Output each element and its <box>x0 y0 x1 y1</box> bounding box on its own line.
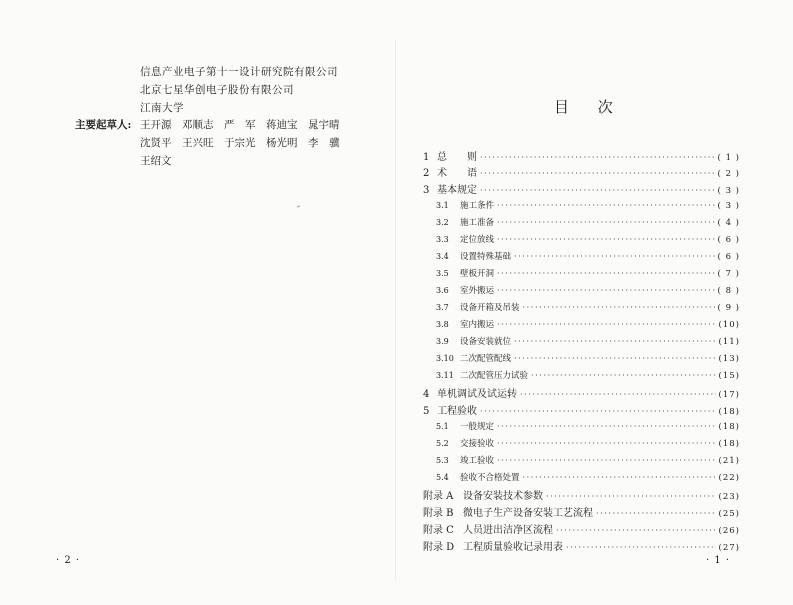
toc-leader-dots <box>497 215 715 231</box>
toc-entry-number: 3.3 <box>436 235 449 244</box>
toc-entry-4[interactable] <box>423 385 740 401</box>
organization-2: 北京七星华创电子股份有限公司 <box>140 84 294 96</box>
toc-entry-label: 竣工验收 <box>460 456 495 466</box>
toc-title: 目 次 <box>554 98 614 116</box>
toc-entry-label: 术 语 <box>437 168 477 179</box>
toc-entry-page: (13) <box>718 354 740 364</box>
toc-leader-dots <box>480 404 716 420</box>
toc-entry-page: ( 3 ) <box>717 186 740 196</box>
toc-entry-page: (10) <box>718 320 740 330</box>
toc-entry-number: 3.7 <box>436 303 449 312</box>
toc-entry-number: 4 <box>423 389 430 400</box>
toc-entry-label: 壁板开洞 <box>460 269 495 279</box>
toc-entry-3-6[interactable] <box>436 283 740 299</box>
toc-appendix-a[interactable] <box>423 487 740 503</box>
toc-leader-dots <box>497 283 715 299</box>
drafters-row-1: 王开源 邓顺志 严 军 蒋迪宝 晁宇晴 <box>140 119 340 131</box>
toc-entry-3-1[interactable] <box>436 198 740 214</box>
toc-entry-page: ( 2 ) <box>717 169 740 179</box>
toc-leader-dots <box>497 266 715 282</box>
toc-entry-label: 二次配管配线 <box>460 354 512 364</box>
toc-leader-dots <box>497 317 716 333</box>
toc-entry-page: (23) <box>718 492 740 502</box>
toc-entry-page: ( 6 ) <box>717 252 740 262</box>
toc-entry-3-10[interactable] <box>436 351 740 367</box>
toc-entry-label: 交接验收 <box>460 439 495 449</box>
scan-speck <box>297 205 300 207</box>
toc-entry-3-5[interactable] <box>436 266 740 282</box>
toc-leader-dots <box>566 540 716 556</box>
toc-entry-number: 附录 D <box>423 542 455 553</box>
toc-entry-label: 基本规定 <box>437 185 477 196</box>
toc-leader-dots <box>497 436 716 452</box>
toc-entry-number: 3.2 <box>436 218 449 227</box>
toc-leader-dots <box>497 232 715 248</box>
toc-entry-page: ( 3 ) <box>717 201 740 211</box>
toc-entry-number: 5.2 <box>436 439 449 448</box>
toc-entry-3-2[interactable] <box>436 215 740 231</box>
drafters-row-2: 沈贤平 王兴旺 于宗光 杨光明 李 骥 <box>140 137 340 149</box>
left-folio: · 2 · <box>56 555 81 566</box>
toc-entry-3-3[interactable] <box>436 232 740 248</box>
toc-entry-number: 3.6 <box>436 286 449 295</box>
toc-entry-label: 设备安装就位 <box>460 337 512 347</box>
toc-leader-dots <box>520 387 716 403</box>
toc-entry-5-1[interactable] <box>436 419 740 435</box>
toc-appendix-d[interactable] <box>423 538 740 554</box>
toc-entry-page: (25) <box>718 509 740 519</box>
organization-3: 江南大学 <box>140 102 184 114</box>
toc-entry-5[interactable] <box>423 402 740 418</box>
left-page <box>0 0 396 605</box>
toc-leader-dots <box>596 506 716 522</box>
right-folio: · 1 · <box>706 555 731 566</box>
toc-entry-label: 验收不合格处置 <box>460 473 520 483</box>
toc-leader-dots <box>523 470 716 486</box>
toc-entry-number: 3.10 <box>436 354 454 363</box>
drafters-label: 主要起草人: <box>75 119 132 131</box>
toc-entry-label: 工程验收 <box>437 406 477 417</box>
toc-entry-number: 3 <box>423 185 430 196</box>
drafters-row-3: 王绍文 <box>140 155 172 167</box>
toc-entry-5-2[interactable] <box>436 436 740 452</box>
toc-entry-label: 设备开箱及吊装 <box>460 303 520 313</box>
toc-leader-dots <box>514 351 716 367</box>
toc-appendix-b[interactable] <box>423 504 740 520</box>
toc-entry-number: 3.11 <box>436 371 454 380</box>
toc-entry-page: (21) <box>718 456 740 466</box>
toc-entry-page: (15) <box>718 371 740 381</box>
toc-leader-dots <box>497 453 716 469</box>
toc-leader-dots <box>497 419 716 435</box>
toc-entry-3[interactable] <box>423 181 740 197</box>
toc-entry-number: 5.1 <box>436 422 449 431</box>
toc-entry-page: (27) <box>718 543 740 553</box>
toc-entry-5-4[interactable] <box>436 470 740 486</box>
toc-entry-number: 1 <box>423 152 430 163</box>
toc-entry-number: 5.4 <box>436 473 449 482</box>
toc-entry-number: 3.5 <box>436 269 449 278</box>
toc-entry-number: 5 <box>423 406 430 417</box>
toc-leader-dots <box>531 368 716 384</box>
toc-entry-page: ( 9 ) <box>717 303 740 313</box>
toc-leader-dots <box>546 489 716 505</box>
toc-leader-dots <box>480 183 715 199</box>
toc-entry-3-8[interactable] <box>436 317 740 333</box>
toc-entry-number: 5.3 <box>436 456 449 465</box>
toc-entry-page: ( 8 ) <box>717 286 740 296</box>
toc-entry-3-4[interactable] <box>436 249 740 265</box>
toc-entry-3-11[interactable] <box>436 368 740 384</box>
toc-entry-number: 3.9 <box>436 337 449 346</box>
toc-entry-5-3[interactable] <box>436 453 740 469</box>
toc-entry-label: 设置特殊基础 <box>460 252 512 262</box>
toc-entry-3-9[interactable] <box>436 334 740 350</box>
toc-entry-label: 工程质量验收记录用表 <box>463 542 563 553</box>
toc-entry-label: 单机调试及试运转 <box>437 389 517 400</box>
toc-entry-number: 3.4 <box>436 252 449 261</box>
toc-entry-label: 二次配管压力试验 <box>460 371 529 381</box>
toc-entry-label: 定位放线 <box>460 235 495 245</box>
toc-entry-page: (18) <box>718 439 740 449</box>
toc-entry-label: 总 则 <box>437 152 477 163</box>
toc-entry-page: ( 4 ) <box>717 218 740 228</box>
toc-entry-page: (17) <box>718 390 740 400</box>
toc-entry-page: (11) <box>718 337 740 347</box>
toc-entry-label: 室内搬运 <box>460 320 495 330</box>
toc-entry-number: 2 <box>423 168 430 179</box>
toc-leader-dots <box>480 166 715 182</box>
toc-entry-page: ( 7 ) <box>717 269 740 279</box>
toc-entry-3-7[interactable] <box>436 300 740 316</box>
toc-entry-label: 施工条件 <box>460 201 495 211</box>
toc-entry-page: ( 1 ) <box>717 153 740 163</box>
toc-leader-dots <box>523 300 715 316</box>
toc-entry-page: ( 6 ) <box>717 235 740 245</box>
toc-entry-label: 一般规定 <box>460 422 495 432</box>
toc-appendix-c[interactable] <box>423 521 740 537</box>
toc-entry-label: 室外搬运 <box>460 286 495 296</box>
toc-entry-label: 设备安装技术参数 <box>463 491 543 502</box>
toc-leader-dots <box>556 523 716 539</box>
toc-entry-number: 附录 A <box>423 491 454 502</box>
toc-entry-1[interactable] <box>423 148 740 164</box>
toc-entry-number: 3.8 <box>436 320 449 329</box>
toc-leader-dots <box>514 249 715 265</box>
toc-entry-number: 附录 C <box>423 525 454 536</box>
toc-entry-page: (22) <box>718 473 740 483</box>
toc-entry-number: 附录 B <box>423 508 454 519</box>
toc-entry-label: 施工准备 <box>460 218 495 228</box>
toc-entry-number: 3.1 <box>436 201 449 210</box>
toc-leader-dots <box>514 334 716 350</box>
toc-entry-label: 微电子生产设备安装工艺流程 <box>463 508 593 519</box>
toc-leader-dots <box>497 198 715 214</box>
toc-entry-page: (18) <box>718 407 740 417</box>
toc-entry-page: (18) <box>718 422 740 432</box>
toc-entry-page: (26) <box>718 526 740 536</box>
toc-entry-label: 人员进出洁净区流程 <box>463 525 553 536</box>
organization-1: 信息产业电子第十一设计研究院有限公司 <box>140 66 338 78</box>
toc-entry-2[interactable] <box>423 164 740 180</box>
